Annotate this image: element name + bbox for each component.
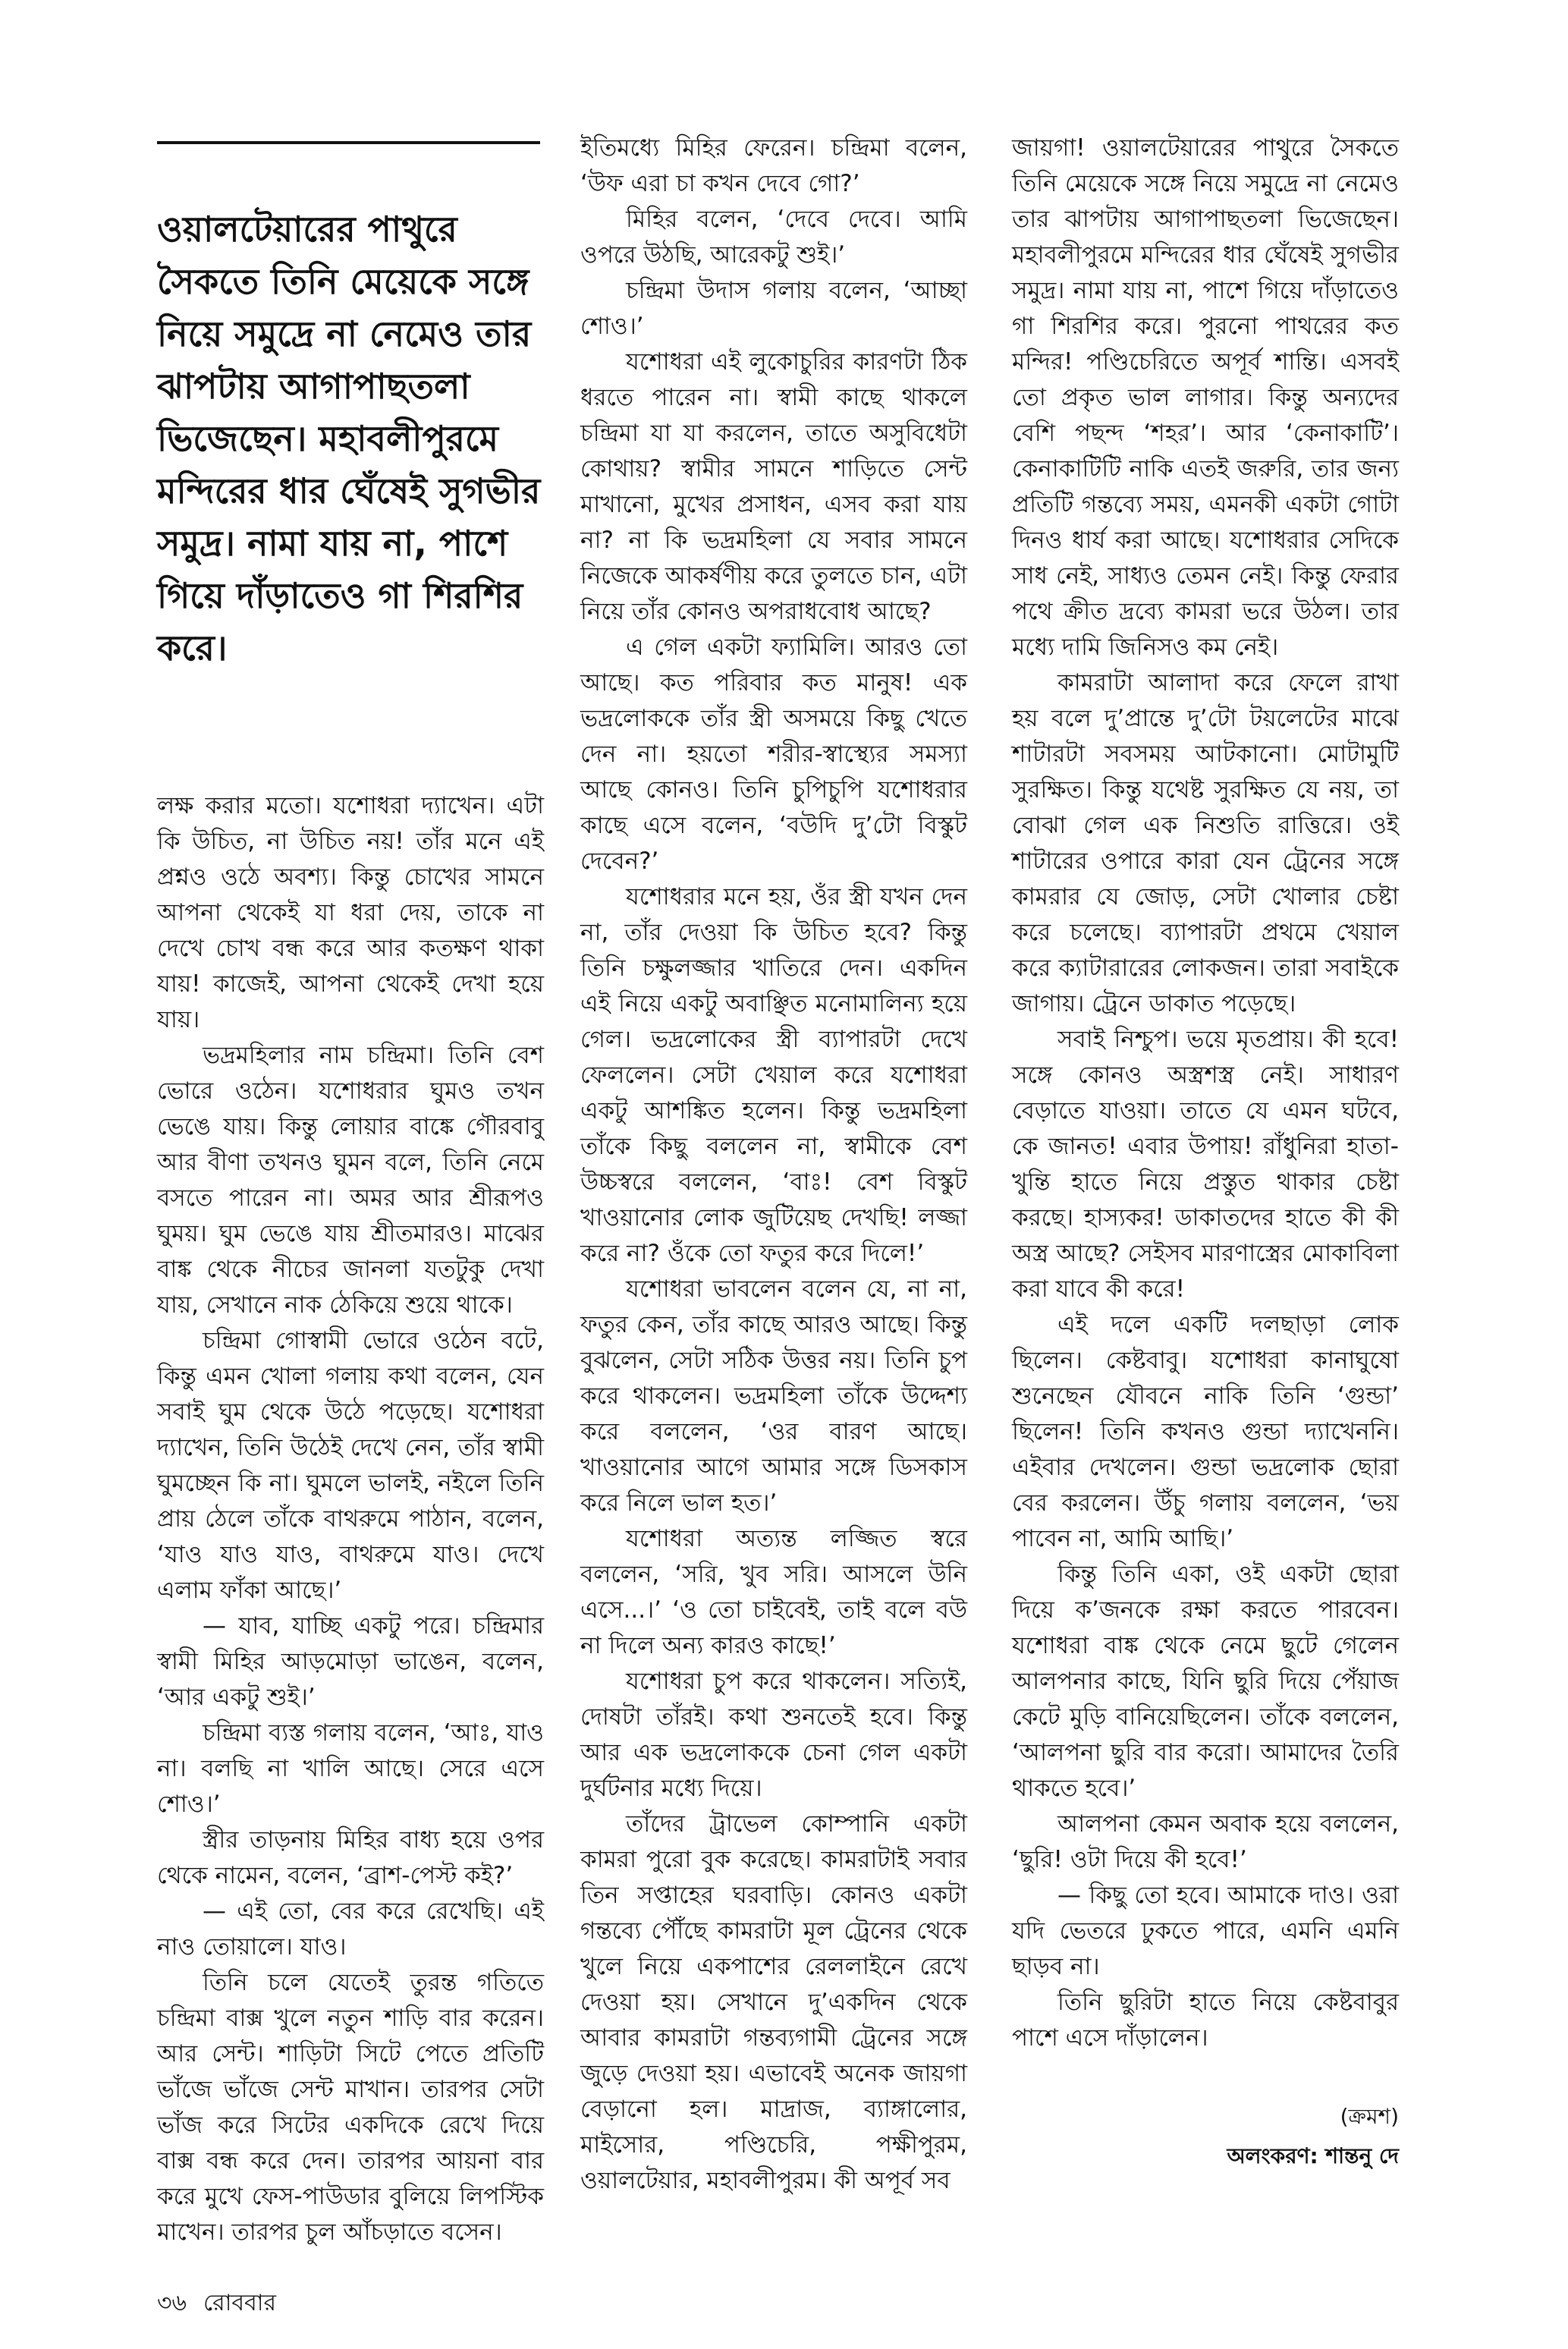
serial-continued-note: (ক্রমশ) (1340, 2104, 1399, 2129)
pull-quote: ওয়ালটেয়ারের পাথুরে সৈকতে তিনি মেয়েকে সঙ্গে নিয়ে সমুদ্রে না নেমেও তার ঝাপটায় আগাপাছতলা ভিজেছেন। মহাবলীপুরমে মন্দিরের ধার ঘেঁষেই সুগভীর সমুদ্র। নামা যায় না, পাশে গিয়ে দাঁড়াতেও গা শিরশির করে। (157, 209, 541, 668)
paragraph: কিন্তু তিনি একা, ওই একটা ছোরা দিয়ে ক’জনকে রক্ষা করতে পারবেন। যশোধরা বাঙ্ক থেকে নেমে ছুটে গেলেন আলপনার কাছে, যিনি ছুরি দিয়ে পেঁয়াজ কেটে মুড়ি বানিয়েছিলেন। তাঁকে বললেন, ‘আলপনা ছুরি বার করো। আমাদের তৈরি থাকতে হবে।’ (1012, 1561, 1399, 1802)
paragraph: তিনি ছুরিটা হাতে নিয়ে কেষ্টবাবুর পাশে এসে দাঁড়ালেন। (1012, 1989, 1399, 2052)
middle-column (580, 130, 967, 2199)
paragraph: ভদ্রমহিলার নাম চন্দ্রিমা। তিনি বেশ ভোরে ওঠেন। যশোধরার ঘুমও তখন ভেঙে যায়। কিন্তু লোয়ার বাঙ্কে গৌরবাবু আর বীণা তখনও ঘুমন বলে, তিনি নেমে বসতে পারেন না। অমর আর শ্রীরূপও ঘুময়। ঘুম ভেঙে যায় শ্রীতমারও। মাঝের বাঙ্ক থেকে নীচের জানলা যতটুকু দেখা যায়, সেখানে নাক ঠেকিয়ে শুয়ে থাকে। (157, 1042, 544, 1319)
paragraph: — এই তো, বের করে রেখেছি। এই নাও তোয়ালে। যাও। (157, 1898, 544, 1961)
text-column-3 (1012, 130, 1399, 2056)
paragraph: লক্ষ করার মতো। যশোধরা দ্যাখেন। এটা কি উচিত, না উচিত নয়! তাঁর মনে এই প্রশ্নও ওঠে অবশ্য। কিন্তু চোখের সামনে আপনা থেকেই যা ধরা দেয়, তাকে না দেখে চোখ বন্ধ করে আর কতক্ষণ থাকা যায়! কাজেই, আপনা থেকেই দেখা হয়ে যায়। (157, 792, 544, 1033)
paragraph: যশোধরা অত্যন্ত লজ্জিত স্বরে বললেন, ‘সরি, খুব সরি। আসলে উনি এসে...।’ ‘ও তো চাইবেই, তাই বলে বউ না দিলে অন্য কারও কাছে!’ (580, 1525, 967, 1659)
paragraph: এ গেল একটা ফ্যামিলি। আরও তো আছে। কত পরিবার কত মানুষ! এক ভদ্রলোককে তাঁর স্ত্রী অসময়ে কিছু খেতে দেন না। হয়তো শরীর-স্বাস্থ্যের সমস্যা আছে কোনও। তিনি চুপিচুপি যশোধরার কাছে এসে বলেন, ‘বউদি দু’টো বিস্কুট দেবেন?’ (580, 634, 967, 875)
paragraph: মিহির বলেন, ‘দেবে দেবে। আমি ওপরে উঠছি, আরেকটু শুই।’ (580, 206, 967, 269)
magazine-name: রোববার (203, 2290, 276, 2316)
paragraph: যশোধরার মনে হয়, ওঁর স্ত্রী যখন দেন না, তাঁর দেওয়া কি উচিত হবে? কিন্তু তিনি চক্ষুলজ্জার খাতিরে দেন। একদিন এই নিয়ে একটু অবাঞ্ছিত মনোমালিন্য হয়ে গেল। ভদ্রলোকের স্ত্রী ব্যাপারটা দেখে ফেললেন। সেটা খেয়াল করে যশোধরা একটু আশঙ্কিত হলেন। কিন্তু ভদ্রমহিলা তাঁকে কিছু বললেন না, স্বামীকে বেশ উচ্চস্বরে বললেন, ‘বাঃ! বেশ বিস্কুট খাওয়ানোর লোক জুটিয়েছ দেখছি! লজ্জা করে না? ওঁকে তো ফতুর করে দিলে!’ (580, 883, 967, 1267)
paragraph: যশোধরা এই লুকোচুরির কারণটা ঠিক ধরতে পারেন না। স্বামী কাছে থাকলে চন্দ্রিমা যা যা করলেন, তাতে অসুবিধেটা কোথায়? স্বামীর সামনে শাড়িতে সেন্ট মাখানো, মুখের প্রসাধন, এসব করা যায় না? না কি ভদ্রমহিলা যে সবার সামনে নিজেকে আকর্ষণীয় করে তুলতে চান, এটা নিয়ে তাঁর কোনও অপরাধবোধ আছে? (580, 348, 967, 625)
paragraph: চন্দ্রিমা গোস্বামী ভোরে ওঠেন বটে, কিন্তু এমন খোলা গলায় কথা বলেন, যেন সবাই ঘুম থেকে উঠে পড়েছে। যশোধরা দ্যাখেন, তিনি উঠেই দেখে নেন, তাঁর স্বামী ঘুমচ্ছেন কি না। ঘুমলে ভালই, নইলে তিনি প্রায় ঠেলে তাঁকে বাথরুমে পাঠান, বলেন, ‘যাও যাও যাও, বাথরুমে যাও। দেখে এলাম ফাঁকা আছে।’ (157, 1327, 544, 1604)
page-footer (157, 2288, 544, 2319)
left-column (157, 141, 544, 2319)
paragraph: চন্দ্রিমা উদাস গলায় বলেন, ‘আচ্ছা শোও।’ (580, 277, 967, 340)
paragraph: কামরাটা আলাদা করে ফেলে রাখা হয় বলে দু’প্রান্তে দু’টো টয়লেটের মাঝে শাটারটা সবসময় আটকানো। মোটামুটি সুরক্ষিত। কিন্তু যথেষ্ট সুরক্ষিত যে নয়, তা বোঝা গেল এক নিশুতি রাত্তিরে। ওই শাটারের ওপারে কারা যেন ট্রেনের সঙ্গে কামরার যে জোড়, সেটা খোলার চেষ্টা করে চলেছে। ব্যাপারটা প্রথমে খেয়াল করে ক্যাটারারের লোকজন। তারা সবাইকে জাগায়। ট্রেনে ডাকাত পড়েছে। (1012, 669, 1399, 1017)
illustration-credit: অলংকরণ: শান্তনু দে (1227, 2143, 1399, 2168)
paragraph: — যাব, যাচ্ছি একটু পরে। চন্দ্রিমার স্বামী মিহির আড়মোড়া ভাঙেন, বলেন, ‘আর একটু শুই।’ (157, 1612, 544, 1711)
paragraph: জায়গা! ওয়ালটেয়ারের পাথুরে সৈকতে তিনি মেয়েকে সঙ্গে নিয়ে সমুদ্রে না নেমেও তার ঝাপটায় আগাপাছতলা ভিজেছেন। মহাবলীপুরমে মন্দিরের ধার ঘেঁষেই সুগভীর সমুদ্র। নামা যায় না, পাশে গিয়ে দাঁড়াতেও গা শিরশির করে। পুরনো পাথরের কত মন্দির! পণ্ডিচেরিতে অপূর্ব শান্তি। এসবই তো প্রকৃত ভাল লাগার। কিন্তু অন্যদের বেশি পছন্দ ‘শহর’। আর ‘কেনাকাটি’। কেনাকাটিটি নাকি এতই জরুরি, তার জন্য প্রতিটি গন্তব্যে সময়, এমনকী একটা গোটা দিনও ধার্য করা আছে। যশোধরার সেদিকে সাধ নেই, সাধ্যও তেমন নেই। কিন্তু ফেরার পথে ক্রীত দ্রব্যে কামরা ভরে উঠল। তার মধ্যে দামি জিনিসও কম নেই। (1012, 134, 1399, 661)
right-column (1012, 130, 1399, 2171)
paragraph: ইতিমধ্যে মিহির ফেরেন। চন্দ্রিমা বলেন, ‘উফ এরা চা কখন দেবে গো?’ (580, 134, 967, 197)
paragraph: স্ত্রীর তাড়নায় মিহির বাধ্য হয়ে ওপর থেকে নামেন, বলেন, ‘ব্রাশ-পেস্ট কই?’ (157, 1826, 544, 1889)
paragraph: আলপনা কেমন অবাক হয়ে বললেন, ‘ছুরি! ওটা দিয়ে কী হবে!’ (1012, 1810, 1399, 1873)
paragraph: এই দলে একটি দলছাড়া লোক ছিলেন। কেষ্টবাবু। যশোধরা কানাঘুষো শুনেছেন যৌবনে নাকি তিনি ‘গুন্ডা’ ছিলেন! তিনি কখনও গুন্ডা দ্যাখেননি। এইবার দেখলেন। গুন্ডা ভদ্রলোক ছোরা বের করলেন। উঁচু গলায় বললেন, ‘ভয় পাবেন না, আমি আছি।’ (1012, 1311, 1399, 1552)
pull-quote-rule (157, 141, 540, 144)
text-column-2 (580, 130, 967, 2199)
paragraph: চন্দ্রিমা ব্যস্ত গলায় বলেন, ‘আঃ, যাও না। বলছি না খালি আছে। সেরে এসে শোও।’ (157, 1719, 544, 1818)
text-column-1 (157, 788, 544, 2250)
paragraph: তাঁদের ট্রাভেল কোম্পানি একটা কামরা পুরো বুক করেছে। কামরাটাই সবার তিন সপ্তাহের ঘরবাড়ি। কোনও একটা গন্তব্যে পৌঁছে কামরাটা মূল ট্রেনের থেকে খুলে নিয়ে একপাশের রেললাইনে রেখে দেওয়া হয়। সেখানে দু’একদিন থেকে আবার কামরাটা গন্তব্যগামী ট্রেনের সঙ্গে জুড়ে দেওয়া হয়। এভাবেই অনেক জায়গা বেড়ানো হল। মাদ্রাজ, ব্যাঙ্গালোর, মাইসোর, পণ্ডিচেরি, পক্ষীপুরম, ওয়ালটেয়ার, মহাবলীপুরম। কী অপূর্ব সব (580, 1810, 967, 2194)
paragraph: — কিছু তো হবে। আমাকে দাও। ওরা যদি ভেতরে ঢুকতে পারে, এমনি এমনি ছাড়ব না। (1012, 1882, 1399, 1980)
paragraph: যশোধরা চুপ করে থাকলেন। সত্যিই, দোষটা তাঁরই। কথা শুনতেই হবে। কিন্তু আর এক ভদ্রলোককে চেনা গেল একটা দুর্ঘটনার মধ্যে দিয়ে। (580, 1668, 967, 1802)
paragraph: তিনি চলে যেতেই তুরন্ত গতিতে চন্দ্রিমা বাক্স খুলে নতুন শাড়ি বার করেন। আর সেন্ট। শাড়িটা সিটে পেতে প্রতিটি ভাঁজে ভাঁজে সেন্ট মাখান। তারপর সেটা ভাঁজ করে সিটের একদিকে রেখে দিয়ে বাক্স বন্ধ করে দেন। তারপর আয়না বার করে মুখে ফেস-পাউডার বুলিয়ে লিপস্টিক মাখেন। তারপর চুল আঁচড়াতে বসেন। (157, 1969, 544, 2246)
page-number: ৩৬ (157, 2290, 187, 2316)
paragraph: সবাই নিশ্চুপ। ভয়ে মৃতপ্রায়। কী হবে! সঙ্গে কোনও অস্ত্রশস্ত্র নেই। সাধারণ বেড়াতে যাওয়া। তাতে যে এমন ঘটবে, কে জানত! এবার উপায়! রাঁধুনিরা হাতা-খুন্তি হাতে নিয়ে প্রস্তুত থাকার চেষ্টা করছে। হাস্যকর! ডাকাতদের হাতে কী কী অস্ত্র আছে? সেইসব মারণাস্ত্রের মোকাবিলা করা যাবে কী করে! (1012, 1026, 1399, 1303)
paragraph: যশোধরা ভাবলেন বলেন যে, না না, ফতুর কেন, তাঁর কাছে আরও আছে। কিন্তু বুঝলেন, সেটা সঠিক উত্তর নয়। তিনি চুপ করে থাকলেন। ভদ্রমহিলা তাঁকে উদ্দেশ্য করে বললেন, ‘ওর বারণ আছে। খাওয়ানোর আগে আমার সঙ্গে ডিসকাস করে নিলে ভাল হত।’ (580, 1275, 967, 1517)
